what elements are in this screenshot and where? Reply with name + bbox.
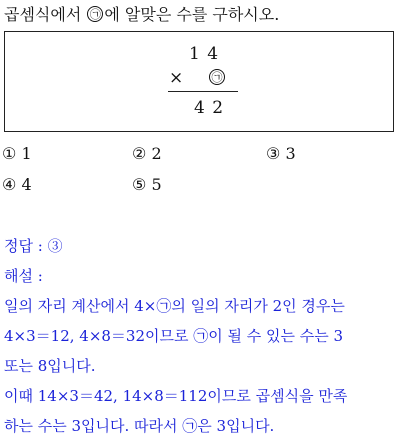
- explanation-line-3: 또는 8입니다.: [4, 357, 96, 375]
- choice-2[interactable]: ② 2: [132, 144, 162, 163]
- explanation-label: 해설 :: [4, 267, 43, 285]
- choice-1[interactable]: ① 1: [2, 144, 32, 163]
- explanation-line-4: 이때 14×3＝42, 14×8＝112이므로 곱셈식을 만족: [4, 387, 348, 405]
- explanation-line-5: 하는 수는 3입니다. 따라서 ㉠은 3입니다.: [4, 417, 275, 435]
- problem-box: [4, 31, 394, 132]
- times-operator: ×: [169, 68, 184, 88]
- marker-symbol: ㉠: [87, 6, 103, 22]
- question-before: 곱셈식에서: [4, 5, 82, 24]
- answer-mark: ③: [47, 237, 63, 255]
- choice-3[interactable]: ③ 3: [266, 144, 296, 163]
- answer-line: [4, 235, 63, 256]
- question-text: [4, 2, 279, 25]
- explanation-line-1: 일의 자리 계산에서 4×㉠의 일의 자리가 2인 경우는: [4, 297, 345, 315]
- choice-4[interactable]: ④ 4: [2, 175, 32, 194]
- multiplication-line: [168, 91, 238, 92]
- multiplicand: 1 4: [189, 44, 220, 64]
- answer-label: 정답 :: [4, 237, 43, 255]
- explanation-line-2: 4×3＝12, 4×8＝32이므로 ㉠이 될 수 있는 수는 3: [4, 327, 344, 345]
- unknown-marker: ㉠: [209, 69, 225, 85]
- question-after: 에 알맞은 수를 구하시오.: [104, 5, 280, 24]
- choice-5[interactable]: ⑤ 5: [132, 175, 162, 194]
- product: 4 2: [194, 98, 225, 118]
